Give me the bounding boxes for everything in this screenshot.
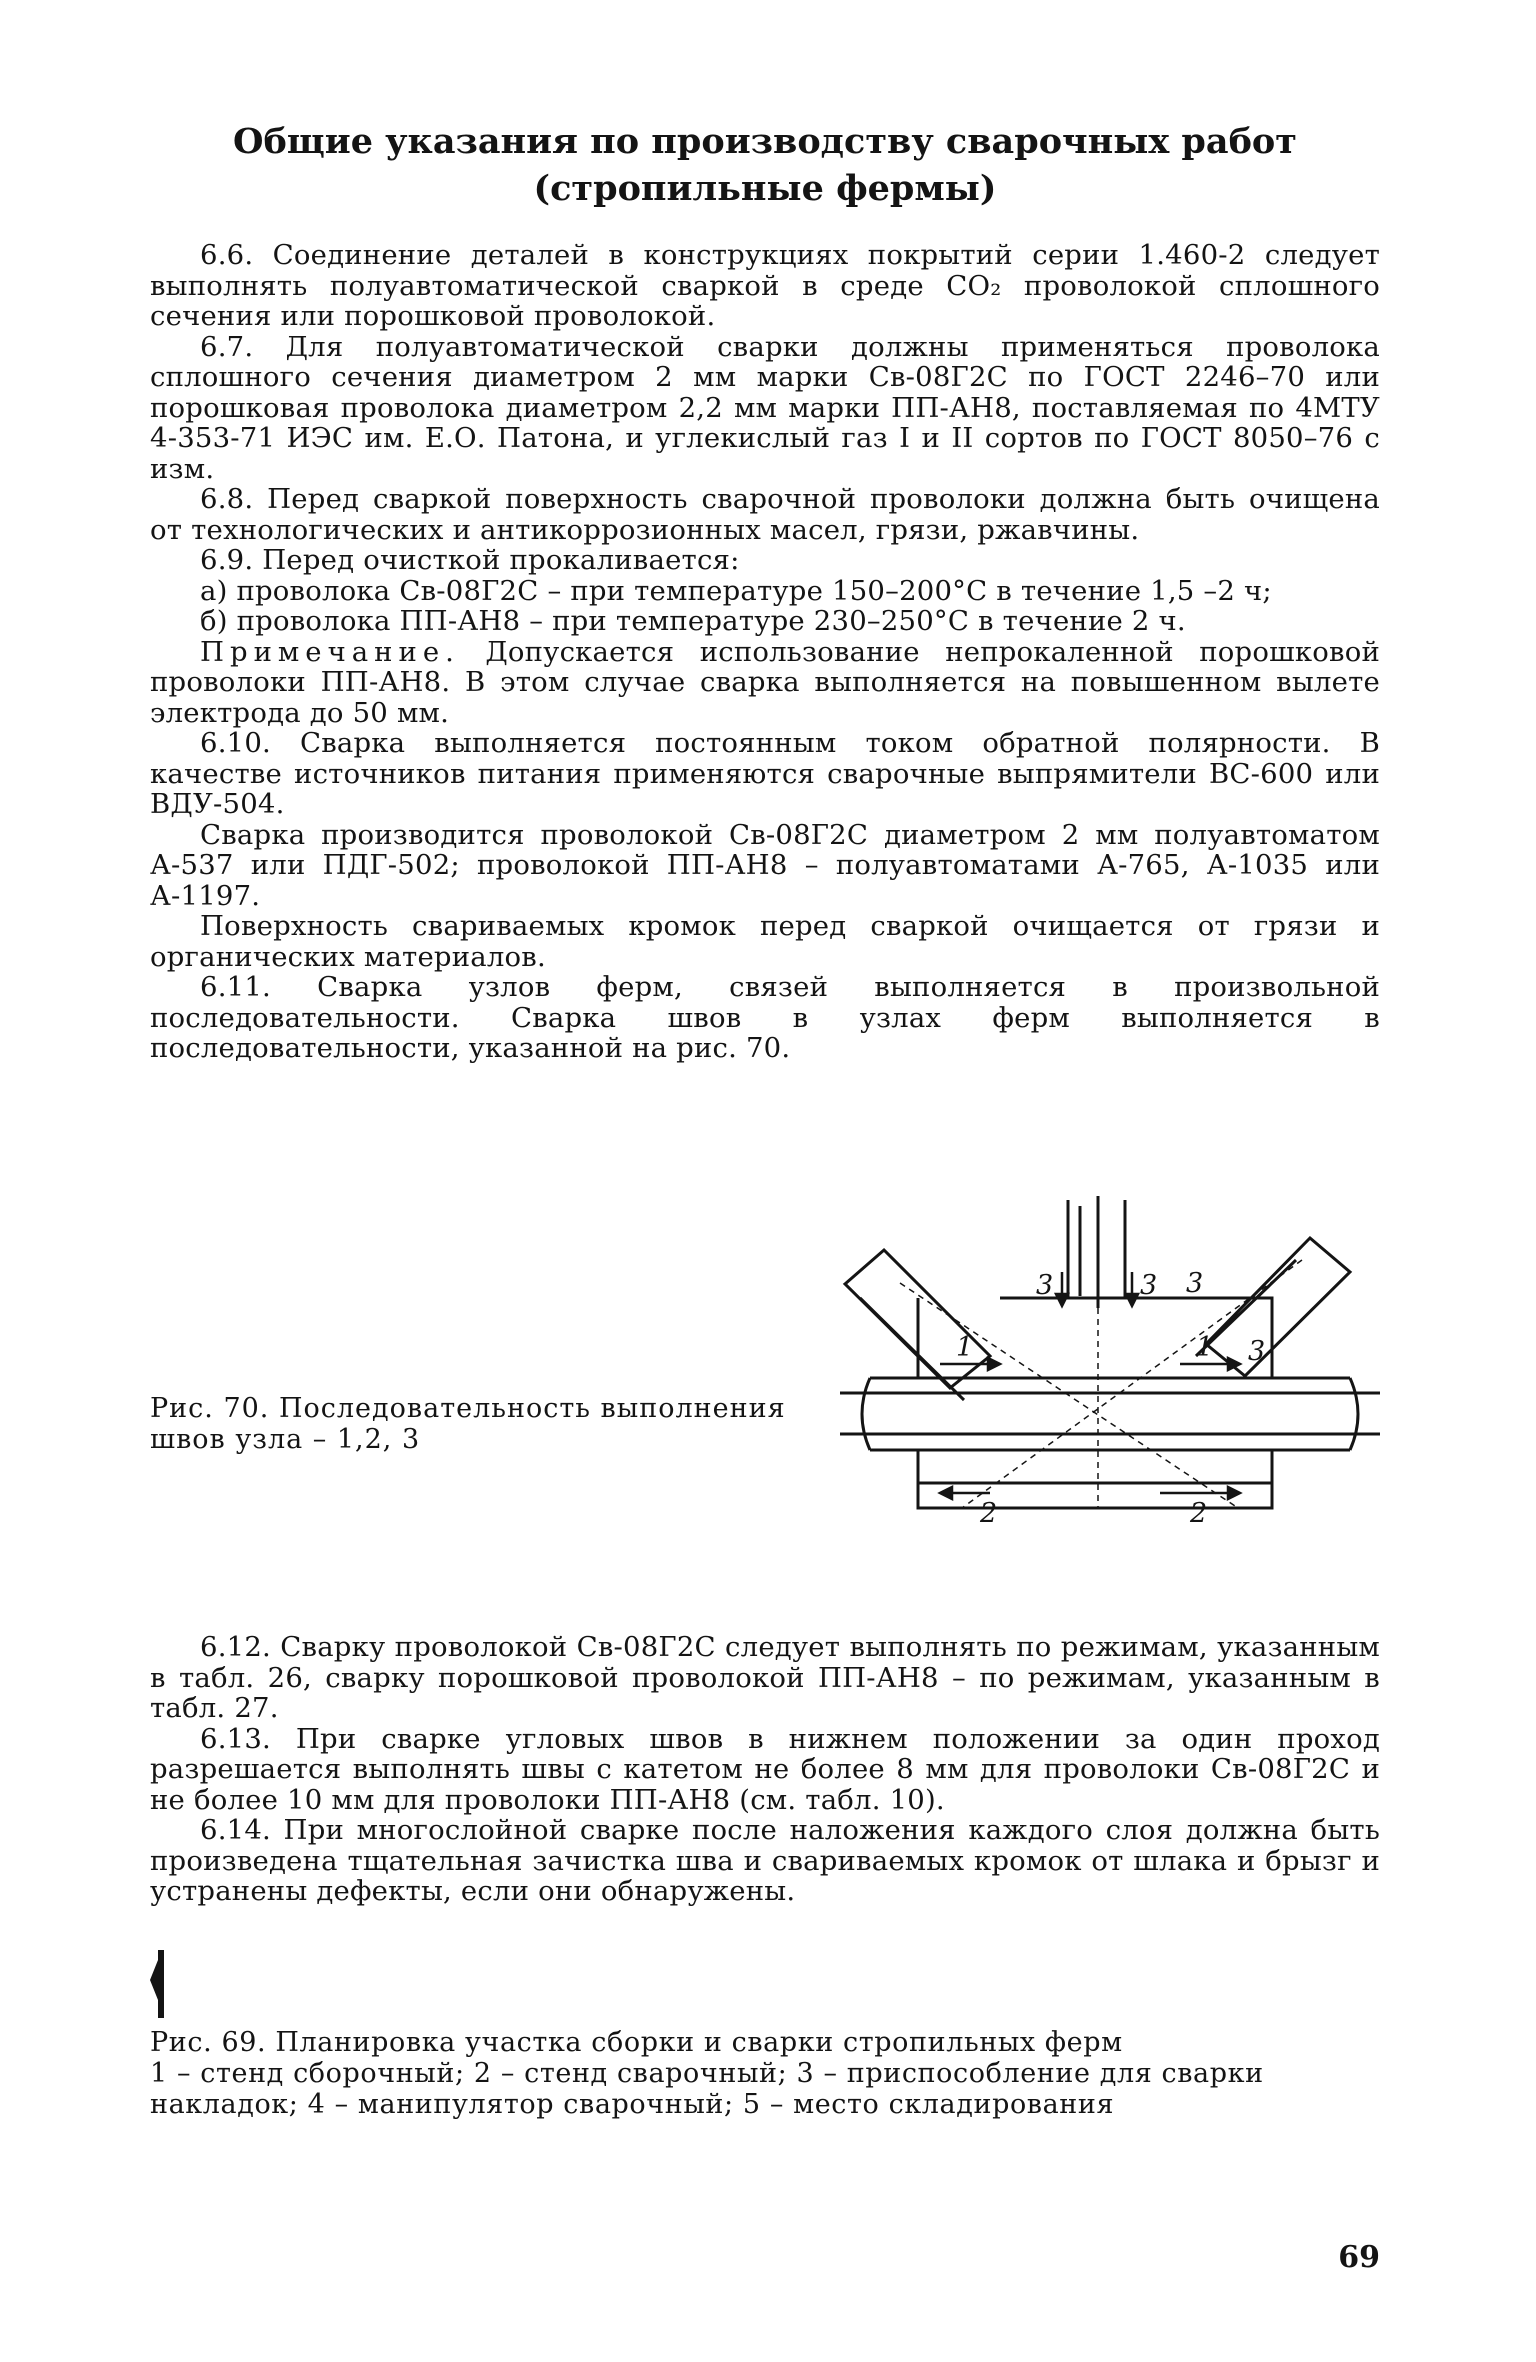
figure-69-caption xyxy=(150,2027,1380,2120)
paragraph-6-13: 6.13. При сварке угловых швов в нижнем положении за один проход разрешается выполнять швы с катетом не более 8 мм для проволоки Св-08Г2С и не более 10 мм для проволоки ПП-АН8 (см. табл. 10). xyxy=(150,1722,1380,1816)
arrow-3-left-head xyxy=(1056,1294,1068,1306)
page-number: 69 xyxy=(1338,2240,1380,2275)
text-block-top xyxy=(150,240,1380,1064)
label-weld-2-left: 2 xyxy=(980,1498,998,1529)
vertical-member xyxy=(1068,1196,1125,1308)
label-weld-1-left: 1 xyxy=(956,1332,974,1363)
paragraph-6-12: 6.12. Сварку проволокой Св-08Г2С следует выполнять по режимам, указанным в табл. 26, сварку порошковой проволокой ПП-АН8 – по режимам, указанным в табл. 27. xyxy=(150,1631,1380,1724)
label-weld-1-right: 1 xyxy=(1196,1332,1214,1363)
label-weld-3-edge: 3 xyxy=(1248,1336,1266,1367)
figure-69-title: Рис. 69. Планировка участка сборки и сварки стропильных ферм xyxy=(150,2027,1123,2058)
paragraph-6-14: 6.14. При многослойной сварке после наложения каждого слоя должна быть произведена тщательная зачистка шва и свариваемых кромок от шлака и брызг и устранены дефекты, если они обнаружены. xyxy=(150,1814,1380,1907)
text-block-bottom xyxy=(150,1632,1380,1907)
arrow-1-right-head xyxy=(1228,1358,1240,1370)
label-weld-3-center-right: 3 xyxy=(1140,1270,1158,1301)
note-text: Допускается использование непрокаленной порошковой проволоки ПП-АН8. В этом случае сварка выполняется на повышенном вылете электрода до 50 мм. xyxy=(150,635,1380,729)
arrow-3-right-head xyxy=(1126,1294,1138,1306)
label-weld-2-right: 2 xyxy=(1190,1498,1208,1529)
arrow-2-left-head xyxy=(940,1487,952,1499)
page-turn-marker-icon xyxy=(148,1950,166,2018)
title-line-1: Общие указания по производству сварочных работ xyxy=(233,121,1297,162)
label-weld-3-center-left: 3 xyxy=(1036,1270,1054,1301)
paragraph-6-9: 6.9. Перед очисткой прокаливается: xyxy=(200,544,740,576)
arrow-2-right-head xyxy=(1228,1487,1240,1499)
paragraph-6-11: 6.11. Сварка узлов ферм, связей выполняется в произвольной последовательности. Сварка швов в узлах ферм выполняется в последовательности, указанной на рис. 70. xyxy=(150,971,1380,1064)
label-weld-3-branch: 3 xyxy=(1186,1268,1204,1299)
paragraph-6-9-a: а) проволока Св-08Г2С – при температуре 150–200°С в течение 1,5 –2 ч; xyxy=(200,574,1272,607)
paragraph-6-10: 6.10. Сварка выполняется постоянным током обратной полярности. В качестве источников питания применяются сварочные выпрямители ВС-600 или ВДУ-504. xyxy=(150,727,1380,820)
paragraph-welding-equipment: Сварка производится проволокой Св-08Г2С диаметром 2 мм полуавтоматом А-537 или ПДГ-502; проволокой ПП-АН8 – полуавтоматами А-765, А-1035 или А-1197. xyxy=(150,818,1380,912)
figure-70-caption: Рис. 70. Последовательность выполнения швов узла – 1,2, 3 xyxy=(150,1393,786,1455)
figure-70-diagram xyxy=(840,1188,1380,1608)
note-paragraph xyxy=(150,637,1380,729)
paragraph-6-8: 6.8. Перед сваркой поверхность сварочной проволоки должна быть очищена от технологических и антикоррозионных масел, грязи, ржавчины. xyxy=(150,483,1380,546)
page-title xyxy=(150,118,1380,212)
figure-69-legend: 1 – стенд сборочный; 2 – стенд сварочный; 3 – приспособление для сварки накладок; 4 – манипулятор сварочный; 5 – место складирования xyxy=(150,2058,1264,2120)
paragraph-surface-cleaning: Поверхность свариваемых кромок перед сваркой очищается от грязи и органических материалов. xyxy=(150,910,1380,973)
title-line-2: (стропильные фермы) xyxy=(533,168,997,209)
chord-angle xyxy=(840,1378,1380,1450)
paragraph-6-6: 6.6. Соединение деталей в конструкциях покрытий серии 1.460-2 следует выполнять полуавтоматической сваркой в среде CO₂ проволокой сплошного сечения или порошковой проволокой. xyxy=(150,239,1380,332)
paragraph-6-9-b: б) проволока ПП-АН8 – при температуре 230–250°С в течение 2 ч. xyxy=(200,605,1186,637)
note-label: Примечание. xyxy=(200,635,460,668)
arrow-1-left-head xyxy=(988,1358,1000,1370)
paragraph-6-7: 6.7. Для полуавтоматической сварки должны применяться проволока сплошного сечения диаметром 2 мм марки Св-08Г2С по ГОСТ 2246–70 или порошковая проволока диаметром 2,2 мм марки ПП-АН8, поставляемая по 4МТУ 4-353-71 ИЭС им. Е.О. Патона, и углекислый газ I и II сортов по ГОСТ 8050–76 с изм. xyxy=(150,330,1380,485)
